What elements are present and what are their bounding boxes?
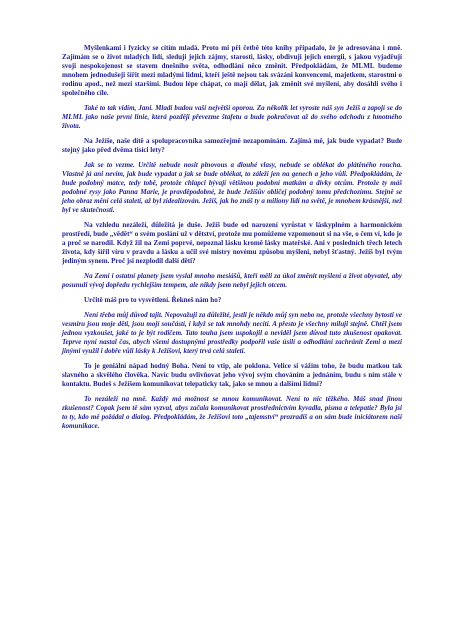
- paragraph: Na Zemi i ostatní planety jsem vyslal mnoho mesiášů, kteří měli za úkol změnit myšlení a život obyvatel, aby posunuli vývoj dopředu rychlejším tempem, ale nikdy jsem nebyl jejich otcem.: [62, 272, 402, 289]
- paragraph: Na vzhledu nezáleží, důležitá je duše. Ježíš bude od narození vyrůstat v láskyplném a harmonickém prostředí, bude „vědět“ o svém poslání už v dětství, protože mu pomůžeme vzpomenout si na vše, o čem ví, kdo je a proč se narodil. Když žil na Zemi poprvé, nepoznal lásku kromě lásky mateřské. Ani v posledních třech letech života, kdy šířil víru v pravdu a lásku a učil své mistry novému způsobu myšlení, nebyl šťastný. Ježíš byl tvým jediným synem. Proč jsi nezplodil další děti?: [62, 221, 402, 265]
- paragraph: Určitě máš pro to vysvětlení. Řekneš nám ho?: [84, 296, 222, 304]
- paragraph: Není třeba můj důvod tajit. Nepovažuji za důležité, jestli je někdo můj syn nebo ne, protože všechny bytosti ve vesmíru jsou moje děti, jsou mojí součástí, i když se tak mnohdy necítí. A přesto je všechny miluji stejně. Chtěl jsem jednou vyzkoušet, jaké to je být rodičem. Tato touha jsem uspokojil a neviděl jsem důvod tuto zkušenost opakovat. Teprve nyní nastal čas, abych všemi dostupnými prostředky podpořil vaše úsilí a odhodlání zachránit Zemi a mezi jinými využil i dobře vůli lásky k Ježíšovi, který trvá celá staletí.: [62, 311, 402, 355]
- paragraph: To nezáleží na mně. Každý má možnost se mnou komunikovat. Není to nic těžkého. Máš snad jinou zkušenost? Copak jsem tě sám vyzval, abys začala komunikovat prostřednictvím kyvadla, písma a telepatie? Byla jsi to ty, kdo mě požádal o dialog. Předpokládám, že Ježíšovi toto „tajemství“ prozradíš a on sám bude iniciátorem naší komunikace.: [62, 395, 402, 430]
- paragraph: Jak se to vezme. Určitě nebude nosit plnovous a dlouhé vlasy, nebude se oblékat do plátěného roucha. Vlastně já ani nevím, jak bude vypadat a jak se bude oblékat, to záleží jen na genech a jeho vůli. Předpokládám, že bude podobný matce, tedy tobě, protože chlapci bývají většinou podobní matkám a dívky otcům. Protože ty máš podobné rysy jako Panna Marie, je pravděpodobné, že bude Ježíšův obličej podobný tomu předchozímu. Stejně se jeho obraz mění celá staletí, až byl zidealizován. Ježíš, jak ho znáš ty a miliony lidí na světě, je mnohem krásnější, než byl ve skutečnosti.: [62, 161, 402, 214]
- text-body: [62, 44, 402, 437]
- paragraph: To je geniální nápad hodný Boha. Není to vtip, ale poklona. Velice si vážím toho, že budu matkou tak slavného a skvělého člověka. Navíc budu ovlivňovat jeho vývoj svým chováním a jednáním, budu s ním stále v kontaktu. Budeš s Ježíšem komunikovat telepaticky tak, jako se mnou a dalšími lidmi?: [62, 362, 402, 388]
- paragraph: Také to tak vidím, Jani. Mladí budou vaší největší oporou. Za několik let vyroste náš syn Ježíš a zapojí se do MLML jako naše první linie, která později převezme štafetu a bude pokračovat až do svého odchodu z hmotného života.: [62, 104, 402, 130]
- paragraph: Na Ježíše, naše dítě a spolupracovníka samozřejmě nezapomínám. Zajímá mě, jak bude vypadat? Bude stejný jako před dvěma tisíci lety?: [62, 137, 402, 154]
- paragraph: Myšlenkami i fyzicky se cítím mladá. Proto mi při četbě této knihy připadalo, že je adresována i mně. Zajímám se o život mladých lidí, sleduji jejich zájmy, starosti, lásky, obdivuji jejich energii, s jakou vyjadřují svoji nespokojenost se stavem dnešního světa, odhodlání něco změnit. Předpokládám, že MLML budeme mnohem jednodušeji šířit mezi mladými lidmi, kteří ještě nejsou tak svázáni konvencemi, majetkem, starostmi o rodinu apod., než mezi staršími. Budou lépe chápat, co mají dělat, jak změnit své myšlení, aby dosáhli svého i společného cíle.: [62, 44, 402, 97]
